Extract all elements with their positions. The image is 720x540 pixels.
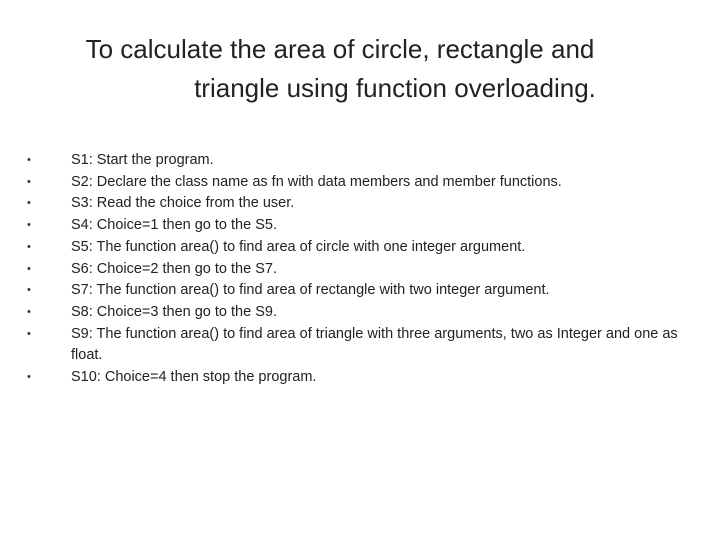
step-text: S10: Choice=4 then stop the program. <box>71 369 317 386</box>
list-item <box>27 150 697 172</box>
steps-list <box>27 150 697 389</box>
list-item <box>27 302 697 324</box>
step-text: S3: Read the choice from the user. <box>71 195 295 212</box>
list-item <box>27 280 697 302</box>
slide-title <box>40 30 680 108</box>
bullet-icon: • <box>27 154 31 166</box>
step-text: S8: Choice=3 then go to the S9. <box>71 303 277 320</box>
list-item <box>27 237 697 259</box>
step-text: S9: The function area() to find area of triangle with three arguments, two as Integer and one as float. <box>71 325 678 364</box>
title-line-1: To calculate the area of circle, rectangle and <box>85 34 595 64</box>
bullet-icon: • <box>27 327 31 340</box>
step-text: S7: The function area() to find area of rectangle with two integer argument. <box>71 282 550 299</box>
list-item <box>27 172 697 194</box>
step-text: S1: Start the program. <box>71 152 214 168</box>
step-text: S5: The function area() to find area of circle with one integer argument. <box>71 238 526 255</box>
bullet-icon: • <box>27 371 31 384</box>
list-item <box>27 367 697 389</box>
bullet-icon: • <box>27 197 31 210</box>
step-text: S2: Declare the class name as fn with data members and member functions. <box>71 173 562 190</box>
list-item <box>27 324 697 367</box>
step-text: S6: Choice=2 then go to the S7. <box>71 260 277 277</box>
list-item <box>27 215 697 237</box>
bullet-icon: • <box>27 305 31 318</box>
title-line-2: triangle using function overloading. <box>194 73 596 103</box>
list-item <box>27 193 697 215</box>
bullet-icon: • <box>27 284 31 297</box>
list-item <box>27 259 697 281</box>
step-text: S4: Choice=1 then go to the S5. <box>71 217 277 234</box>
bullet-icon: • <box>27 219 31 232</box>
bullet-icon: • <box>27 175 31 188</box>
bullet-icon: • <box>27 262 31 275</box>
bullet-icon: • <box>27 240 31 253</box>
